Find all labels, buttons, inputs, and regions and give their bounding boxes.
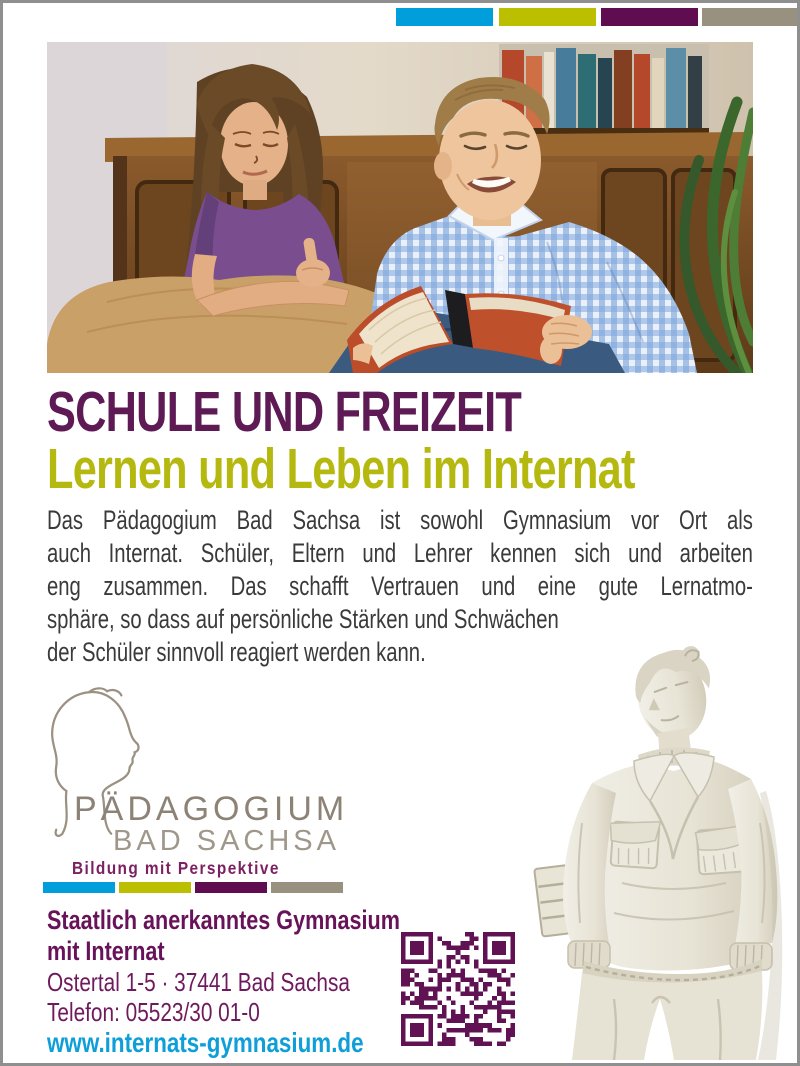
- statue-head: [629, 644, 720, 746]
- hero-photo: [47, 42, 753, 373]
- hero-photo-illustration: [47, 42, 753, 373]
- headline-subtitle: Lernen und Leben im Internat: [47, 437, 635, 501]
- qr-code: [401, 932, 515, 1046]
- statue-illustration: [522, 643, 798, 1060]
- strip-purple: [195, 882, 267, 893]
- top-bar-purple: [601, 8, 698, 26]
- body-line: Das Pädagogium Bad Sachsa ist sowohl Gymnasium vor Ort als: [47, 505, 753, 535]
- strip-gray: [271, 882, 343, 893]
- strip-olive: [119, 882, 191, 893]
- body-line: der Schüler sinnvoll reagiert werden kann.: [47, 637, 426, 667]
- contact-address: Ostertal 1-5 · 37441 Bad Sachsa: [47, 967, 350, 997]
- strip-blue: [43, 882, 115, 893]
- website-link[interactable]: www.internats-gymnasium.de: [47, 1027, 364, 1058]
- top-bar-olive: [499, 8, 596, 26]
- statue-photo: [522, 643, 798, 1060]
- logo-tagline: Bildung mit Perspektive: [72, 858, 280, 878]
- contact-block: [47, 905, 400, 1059]
- body-line: eng zusammen. Das schafft Vertrauen und eine gute Lernatmo-: [47, 571, 753, 601]
- contact-headline-line2: mit Internat: [47, 936, 165, 966]
- logo-name: PÄDAGOGIUM: [74, 790, 349, 828]
- top-bar-gray: [702, 8, 797, 26]
- headline-title: SCHULE UND FREIZEIT: [47, 380, 522, 444]
- logo-color-strip: [43, 882, 347, 893]
- contact-phone: Telefon: 05523/30 01-0: [47, 997, 260, 1027]
- top-bar-blue: [396, 8, 493, 26]
- body-line: auch Internat. Schüler, Eltern und Lehrer kennen sich und arbeiten: [47, 538, 753, 568]
- body-line: sphäre, so dass auf persönliche Stärken und Schwächen: [47, 604, 559, 634]
- logo-location: BAD SACHSA: [113, 825, 340, 857]
- contact-headline-line1: Staatlich anerkanntes Gymnasium: [47, 905, 400, 935]
